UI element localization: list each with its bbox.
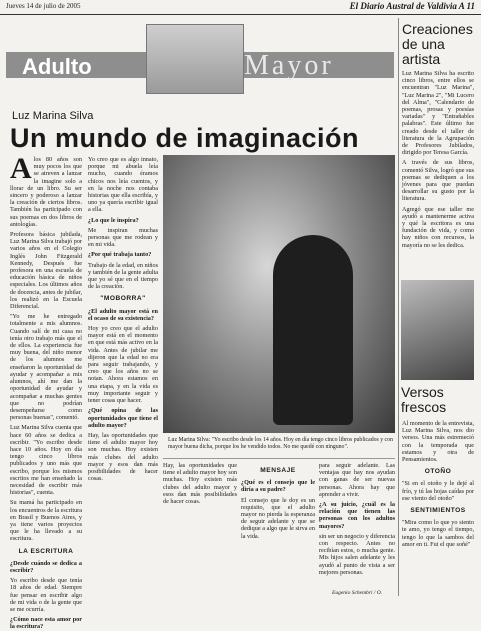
subhead-moborra: "MOBORRA" <box>100 295 146 303</box>
column-divider <box>398 18 399 596</box>
poem: "Mira como lo que yo siento te amo, yo tengo el tiempo, tengo lo que la sambos del amor en ti. Fui el que soñé" <box>402 519 474 548</box>
article-column-5 <box>319 462 395 587</box>
subhead-otono: OTOÑO <box>424 468 452 476</box>
article-title: Un mundo de imaginación <box>10 123 360 153</box>
paragraph: Su mamá ha participado en los encuentros de la escritura en Brasil y Buenos Aires, y ya tiene varios proyectos que le ha llevado a su escritura. <box>10 499 82 543</box>
poem: "Si en el otoño y le dejé al frío, y tú las hojas caídas por ese viento del otoño" <box>402 480 474 502</box>
question: ¿El adulto mayor está en el ocaso de su existencia? <box>88 307 158 322</box>
divider <box>163 458 395 459</box>
answer: sin ser un negocio y diferencia con respecto. Antes no recibían estos, o mucha gente. Mis hijos salen adelante y les ayudó al punto de vista a ser mejores personas. <box>319 532 395 576</box>
question: ¿Cómo nace esta amor por la escritura? <box>10 616 82 631</box>
section-title-adulto: Adulto <box>22 54 92 79</box>
paragraph: "Yo me he entregado totalmente a mis alumnos. Cuando salí de mi casa no tenía otro trabajo más que el de ellos. La experiencia fue muy buena, del niño menor de los alumnos me enseñaron la oportunidad de ayudar y acompañar a mis alumnos, ahí me dan la oportunidad de ayudar y acompañar a muchas gentes que no podrían desempeñarse como personas buenas", comentó. <box>10 313 82 422</box>
portrait-photo <box>163 155 395 433</box>
question: ¿A su juicio, ¿cuál es la relación que tienen las personas con los adultos mayores? <box>319 501 395 530</box>
article-column-2 <box>88 156 158 596</box>
paragraph: Luz Marina Silva cuenta que hace 60 años se dedica a escribir. "Yo escribo desde hace 10 años. Hoy en día tengo cinco libros publicados y uno más que escribo, porque los mismos escritos me han enseñado la necesidad de escribir más historias", cuenta. <box>10 424 82 497</box>
section-banner <box>6 22 394 94</box>
section-title-mayor: Mayor <box>244 50 334 81</box>
answer: para seguir adelante. Las ventajas que hay nos ayudan con ganas de ser nuevas personas. Ahora hay que aprender a vivir. <box>319 462 395 498</box>
drop-cap: A <box>10 152 32 185</box>
paragraph: A través de sus libros, comentó Silva, logró que sus poemas se dediquen a los jóvenes para que puedan desarrollar su gusto por la literatura. <box>402 159 474 203</box>
newspaper-name: El Diario Austral de Valdivia A 11 <box>349 1 475 11</box>
article-column-4 <box>241 462 315 587</box>
sidebar-column <box>402 70 474 278</box>
paragraph: Agregó que ese taller me ayudó a mantenerme activa y qué la escritora es una fundación de vida, y como hay niños con recursos, la mayoría no se les dedica. <box>402 205 474 249</box>
sidebar-title-creaciones: Creaciones de una artista <box>402 21 473 67</box>
photo-credit: Eugenio Schembri / O. <box>332 590 383 596</box>
answer: Hoy yo creo que el adulto mayor está en el momento en que está más activo en la vida. Antes de jubilar me dijeron que la edad no era para seguir trabajando, y creo que los años no se notan. Ahora estamos en una etapa, y en la vida es muy importante seguir y tener cosas que hacer. <box>88 325 158 405</box>
issue-date: Jueves 14 de julio de 2005 <box>6 2 81 10</box>
paragraph: Profesora básica jubilada, Luz Marina Silva trabajó por varios años en el Colegio Inglés John Fitzgerald Kennedy, Después fue profesora en una escuela de educación básica de niños especiales. Los últimos años de docencia, antes de jubilar, los realizó en la Escuela Diferencial. <box>10 231 82 311</box>
paragraph: Hay, las oportunidades que tiene el adulto mayor hoy son muchas. Hoy existen más clubes del adulto mayor y esos dan más posibilidades de hacer cosas. <box>163 462 237 506</box>
sidebar-title-versos: Versos frescos <box>401 384 447 415</box>
photo-caption: Luz Marina Silva: "Yo escribo desde los 14 años. Hoy en día tengo cinco libros publicados y con mayor buena dicha, porque los he vendido todos. No me quedé con ninguno". <box>168 437 393 450</box>
subhead-mensaje: MENSAJE <box>260 467 296 474</box>
subhead-sentimientos: SENTIMIENTOS <box>410 507 466 515</box>
paragraph: Al momento de la entrevista, Luz Marina Silva, nos dio versos. Una más estremeció con la temporada que estamos y otra de Pensamientos. <box>402 420 474 464</box>
article-column-1 <box>10 152 82 631</box>
answer: Yo escribo desde que tenía 18 años de edad. Siempre fue pensar en escribir algo de mi vida o de la gente que se me ocurría. <box>10 577 82 613</box>
question: ¿Por qué trabaja tanto? <box>88 251 152 259</box>
question: ¿Desde cuándo se dedica a escribir? <box>10 559 82 574</box>
answer: El consejo que le doy es un requisito, que el adulto mayor no pierda la esperanza de seguir adelante y que se dedique a algo que le sirva en la vida. <box>241 496 315 540</box>
paragraph: Luz Marina Silva ha escrito cinco libros, entre ellos se encuentran "Luz Marina", "Luz Marina 2", "Mi Lucero del Alma", "Calendario de poemas, prosas y poesías variadas" y "Entrañables palabras". Este último fue creado desde el taller de literatura de la Agrupación de Profesores Jubilados, dirigido por Teresa García. <box>402 70 474 157</box>
subhead-escritura: LA ESCRITURA <box>18 547 74 555</box>
sidebar-photo <box>401 280 474 380</box>
question: ¿Lo que le inspira? <box>88 216 139 224</box>
article-column-3 <box>163 462 237 587</box>
banner-photo <box>146 24 244 94</box>
answer: Trabajo de la edad, en niños y también de la gente adulta que yo sé que en el tiempo de la creación. <box>88 261 158 291</box>
question: ¿Qué opina de las oportunidades que tiene el adulto mayor? <box>88 407 158 429</box>
answer: Hay, las oportunidades que tiene el adulto mayor hoy son muchas. Hoy existen más clubes del adulto mayor y esos dan más posibilidades de hacer cosas. <box>88 431 158 483</box>
byline: Luz Marina Silva <box>12 110 94 122</box>
paragraph: los 80 años son muy pocos los que se atreven a lanzar la imagine solo a llorar de un libro. Su ser sincero y poderoso a lanzar la creación de ciertos libros. También ha participado con sus poemas en dos libros de antologías. <box>10 156 82 228</box>
sidebar-column-2 <box>402 420 474 590</box>
portrait-figure <box>273 235 353 425</box>
question: ¿Qué es el consejo que le diría a su padre? <box>241 479 315 494</box>
answer: Me inspiran muchas personas que me rodean y en mi vida. <box>88 226 158 249</box>
paragraph: Yo creo que es algo innato, porque mi abuela leía mucho, cuando éramos chicos nos leía cuentos, y en la noche nos contaba historias que ella escribía, y uno ya quería escribir igual a ella. <box>88 156 158 214</box>
page-header <box>0 0 481 15</box>
